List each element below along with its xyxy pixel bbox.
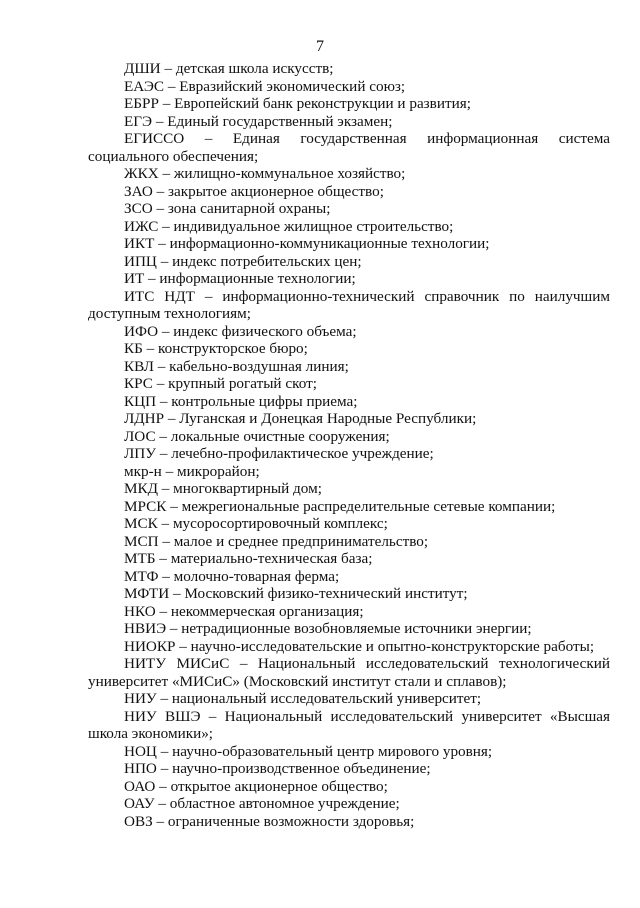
abbreviation-entry: ЛПУ – лечебно-профилактическое учреждение;: [124, 445, 434, 462]
abbreviation-entry: ЗСО – зона санитарной охраны;: [124, 200, 331, 217]
page-number: 7: [316, 38, 324, 55]
abbreviation-entry: ЛДНР – Луганская и Донецкая Народные Республики;: [124, 410, 477, 427]
abbreviation-entry: НОЦ – научно-образовательный центр мирового уровня;: [124, 742, 493, 760]
abbreviation-entry: МКД – многоквартирный дом;: [124, 480, 322, 497]
abbreviation-entry: ИФО – индекс физического объема;: [124, 322, 357, 340]
abbreviation-entry: ЕАЭС – Евразийский экономический союз;: [124, 77, 406, 95]
abbreviation-entry: МСП – малое и среднее предпринимательство;: [124, 532, 429, 550]
abbreviation-entry: ИТ – информационные технологии;: [124, 270, 356, 287]
abbreviation-entry: НИТУ МИСиС – Национальный исследовательский технологический университет «МИСиС» (Московский институт стали и сплавов);: [88, 655, 610, 690]
abbreviation-entry: НИОКР – научно-исследовательские и опытно-конструкторские работы;: [124, 637, 595, 655]
abbreviation-entry: ОАУ – областное автономное учреждение;: [124, 795, 400, 812]
abbreviation-entry: ЕГЭ – Единый государственный экзамен;: [124, 112, 393, 130]
abbreviation-list: [88, 60, 610, 830]
abbreviation-entry: ИТС НДТ – информационно-технический справочник по наилучшим доступным технологиям;: [88, 287, 610, 322]
abbreviation-entry: ИЖС – индивидуальное жилищное строительство;: [124, 217, 454, 235]
abbreviation-entry: НИУ ВШЭ – Национальный исследовательский университет «Высшая школа экономики»;: [88, 707, 610, 742]
abbreviation-entry: КБ – конструкторское бюро;: [124, 340, 308, 357]
abbreviation-entry: МТБ – материально-техническая база;: [124, 550, 373, 567]
abbreviation-entry: ЕБРР – Европейский банк реконструкции и развития;: [124, 95, 471, 112]
abbreviation-entry: МФТИ – Московский физико-технический институт;: [124, 585, 468, 602]
abbreviation-entry: ОАО – открытое акционерное общество;: [124, 777, 388, 795]
abbreviation-entry: КВЛ – кабельно-воздушная линия;: [124, 357, 349, 375]
abbreviation-entry: ДШИ – детская школа искусств;: [124, 60, 334, 77]
abbreviation-entry: ЕГИССО – Единая государственная информационная система социального обеспечения;: [88, 130, 610, 165]
abbreviation-entry: ИПЦ – индекс потребительских цен;: [124, 252, 362, 270]
abbreviation-entry: МРСК – межрегиональные распределительные сетевые компании;: [124, 497, 556, 515]
abbreviation-entry: ЛОС – локальные очистные сооружения;: [124, 427, 390, 445]
abbreviation-entry: МТФ – молочно-товарная ферма;: [124, 567, 340, 585]
abbreviation-entry: НИУ – национальный исследовательский университет;: [124, 690, 482, 707]
abbreviation-entry: НВИЭ – нетрадиционные возобновляемые источники энергии;: [124, 620, 532, 637]
abbreviation-entry: ЗАО – закрытое акционерное общество;: [124, 182, 384, 200]
abbreviation-entry: мкр-н – микрорайон;: [124, 462, 260, 480]
abbreviation-entry: ИКТ – информационно-коммуникационные технологии;: [124, 235, 490, 252]
abbreviation-entry: ОВЗ – ограниченные возможности здоровья;: [124, 812, 415, 830]
abbreviation-entry: КЦП – контрольные цифры приема;: [124, 392, 358, 410]
abbreviation-entry: МСК – мусоросортировочный комплекс;: [124, 515, 388, 532]
abbreviation-entry: НКО – некоммерческая организация;: [124, 602, 364, 620]
abbreviation-entry: НПО – научно-производственное объединение;: [124, 760, 431, 777]
abbreviation-entry: ЖКХ – жилищно-коммунальное хозяйство;: [124, 165, 406, 182]
abbreviation-entry: КРС – крупный рогатый скот;: [124, 375, 317, 392]
